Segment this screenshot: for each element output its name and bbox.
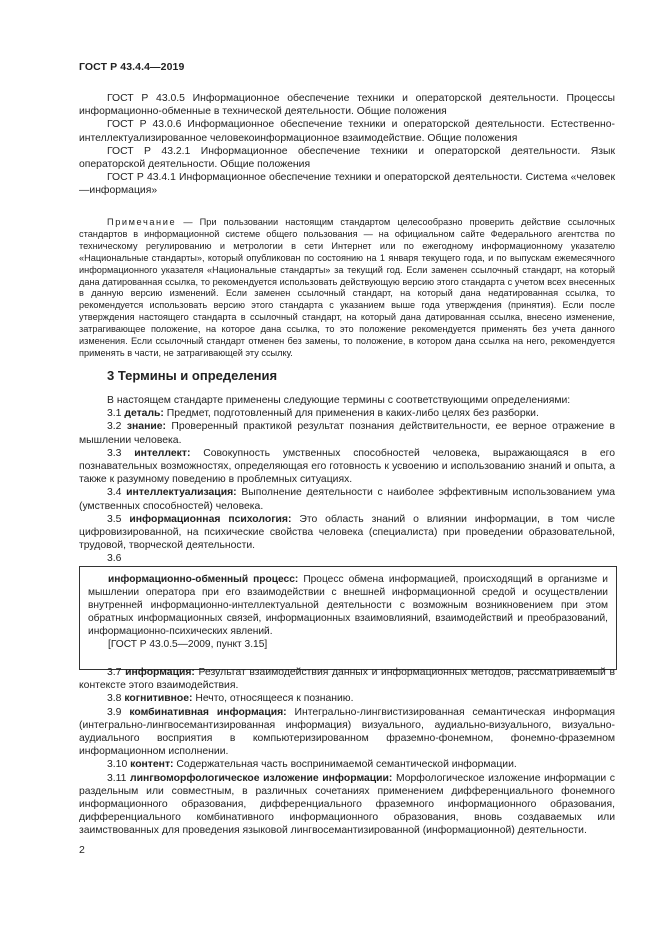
term-entry [79, 486, 615, 512]
reference-item: ГОСТ Р 43.4.1 Информационное обеспечение техники и операторской деятельности. Система «человек—информация» [79, 172, 615, 197]
term-name: контент: [130, 759, 174, 771]
term-definition: Предмет, подготовленный для применения в каких-либо целях без разборки. [163, 408, 539, 420]
term-entry [79, 420, 615, 446]
section-title: 3 Термины и определения [107, 368, 278, 383]
term-definition: Результат взаимодействия данных и информационных методов, рассматриваемый в контексте этого взаимодействия. [79, 667, 615, 692]
term-name: комбинативная информация: [129, 706, 287, 718]
term-number: 3.9 [107, 706, 122, 718]
term-name: информационная психология: [129, 513, 292, 525]
term-name: когнитивное: [124, 693, 193, 705]
term-name: информация: [125, 667, 195, 678]
term-number: 3.2 [107, 421, 122, 433]
note-text: — При пользовании настоящим стандартом целесообразно проверить действие ссылочных стандартов в информационной системе общего пользования — на официальном сайте Федерального агентства по техническому регулированию и метрологии в сети Интернет или по ежегодному информационному указателю «Национальные стандарты», который опубликован по состоянию на 1 января текущего года, и по выпускам ежемесячного информационного указателя «Национальные стандарты» за текущий год. Если заменен ссылочный стандарт, на который дана датированная ссылка, то рекомендуется использовать действующую версию этого стандарта с учетом всех внесенных в данную версию изменений. Если заменен ссылочный стандарт, на который дана недатированная ссылка, то рекомендуется использовать версию этого стандарта с указанием выше года утверждения (принятия). Если после утверждения настоящего стандарта в ссылочный стандарт, на который дана датированная ссылка, внесено изменение, затрагивающее положение, на которое дана ссылка, то это положение рекомендуется применять без учета данного изменения. Если ссылочный стандарт отменен без замены, то положение, в котором дана ссылка на него, рекомендуется применять в части, не затрагивающей эту ссылку. [79, 217, 615, 358]
reference-item: ГОСТ Р 43.0.6 Информационное обеспечение техники и операторской деятельности. Естественно-интеллектуализированное человекоинформационное взаимодействие. Общие положения [79, 119, 615, 144]
term-entry [79, 447, 615, 487]
reference-item: ГОСТ Р 43.0.5 Информационное обеспечение техники и операторской деятельности. Процессы информационно-обменные в технической деятельности. Общие положения [79, 93, 615, 118]
term-definition: Нечто, относящееся к познанию. [192, 693, 354, 705]
term-definition: Морфологическое изложение информации с раздельным или совместным, в различных сочетаниях применением дифференциального фонемного информационного образования, дифференциального фраземного информационного образования, дифференциального комбинативного информационного образования, вновь создаваемых или заимствованных для проведения языковой лингвосемантизированной (информационной) деятельности. [79, 772, 615, 837]
term-entry [79, 513, 615, 553]
note-label: Примечание [107, 217, 177, 227]
term-name: интеллект: [134, 447, 191, 459]
term-number: 3.5 [107, 513, 122, 525]
term-name: знание: [126, 421, 166, 433]
term-definition: Содержательная часть воспринимаемой семантической информации. [173, 759, 517, 771]
quoted-term-box [79, 566, 617, 670]
term-number: 3.11 [107, 772, 127, 784]
term-name: интеллектуализация: [126, 487, 237, 499]
term-source: [ГОСТ Р 43.0.5—2009, пункт 3.15] [108, 639, 268, 650]
term-entry [88, 573, 608, 638]
term-number: 3.7 [107, 667, 122, 678]
normative-references [79, 92, 615, 198]
terms-list [79, 394, 615, 566]
reference-item: ГОСТ Р 43.2.1 Информационное обеспечение техники и операторской деятельности. Язык операторской деятельности. Общие положения [79, 145, 615, 171]
note-paragraph [79, 217, 615, 360]
term-definition: Выполнение деятельности с наиболее эффективным использованием ума (умственных способностей) человека. [79, 487, 615, 512]
term-entry [79, 666, 615, 692]
term-number: 3.1 [107, 408, 122, 420]
term-entry [79, 407, 615, 420]
term-number: 3.4 [107, 487, 122, 499]
standard-header: ГОСТ Р 43.4.4—2019 [79, 61, 185, 73]
term-name: деталь: [124, 408, 164, 420]
page-number: 2 [79, 844, 85, 856]
term-entry [79, 758, 615, 771]
term-entry [79, 706, 615, 759]
term-definition: Совокупность умственных способностей человека, выражающаяся в его познавательных возможностях, определяющая его готовность к усвоению и использованию знаний и опыта, а также к разумному поведению в проблемных ситуациях. [79, 447, 615, 486]
term-name: лингвоморфологическое изложение информации: [130, 772, 393, 784]
term-number: 3.10 [107, 759, 128, 771]
note-block [79, 217, 615, 360]
term-definition: Интегрально-лингвистизированная семантическая информация (интегрально-лингвосемантизированная информация) визуального, аудиально-визуального, визуально-аудиального восприятия в компьютеризированном фраземно-фонемном, фонемно-фраземном информационном исполнении. [79, 706, 616, 758]
term-name: информационно-обменный процесс: [108, 574, 299, 585]
term-number: 3.8 [107, 693, 122, 705]
term-entry [79, 692, 615, 705]
section-intro: В настоящем стандарте применены следующие термины с соответствующими определениями: [107, 395, 571, 406]
terms-list-continued [79, 666, 615, 838]
term-definition: Это область знаний о влиянии информации, в том числе цифровизированной, на психические свойства человека (специалиста) при проведении образовательной, трудовой, творческой деятельности. [79, 513, 615, 552]
term-number-3-6: 3.6 [107, 553, 122, 565]
term-entry [79, 772, 615, 838]
term-definition: Процесс обмена информацией, происходящий в организме и мышлении оператора при его взаимодействии с внешней информационной средой и осуществлении внутренней информационно-интеллектуальной деятельности с возможным возникновением при этом обратных информационных связей, информационных взаимовлияний, взаимодействий и преобразований, информационно-психических явлений. [88, 574, 609, 637]
term-definition: Проверенный практикой результат познания действительности, ее верное отражение в мышлении человека. [79, 421, 615, 446]
term-number: 3.3 [107, 447, 122, 459]
